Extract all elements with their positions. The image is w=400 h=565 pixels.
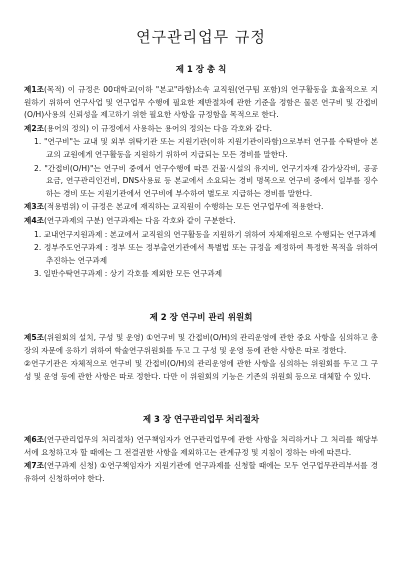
article-7 — [24, 460, 378, 485]
article-text: ②연구기관은 자체적으로 연구비 및 간접비(O/H)의 관리운영에 관한 사항을 심의하는 위원회를 두고 그 구성 및 운영 등에 관한 사항은 따로 정한다. 다만 이 위원회의 기능은 기존의 위원회 등으로 대체할 수 있다. — [24, 359, 378, 381]
article-text: (연구과제 신청) ①연구책임자가 지원기관에 연구과제를 신청할 때에는 모두 연구업무관리부서를 경유하여 신청하여야 한다. — [24, 461, 378, 484]
article-5 — [24, 332, 378, 357]
chapter-heading: 제 3 장 연구관리업무 처리절차 — [142, 415, 260, 426]
article-number: 제5조 — [24, 332, 44, 342]
article-5-paragraph-2 — [24, 358, 378, 383]
article-number: 제1조 — [24, 85, 44, 94]
article-4 — [24, 215, 378, 228]
article-text: (적용범위) 이 규정은 본교에 재직하는 교직원이 수행하는 모든 연구업무에 적용한다. — [43, 202, 324, 212]
list-item: 1. 교내연구지원과제 : 본교에서 교직원의 연구활동을 지원하기 위하여 자체재원으로 수행되는 연구과제 — [34, 229, 377, 239]
chapter-heading: 제 2 장 연구비 관리 위원회 — [149, 312, 253, 323]
article-3 — [24, 201, 378, 214]
article-number: 제6조 — [24, 435, 44, 445]
article-4-items — [24, 229, 378, 281]
article-number: 제4조 — [24, 215, 44, 225]
article-number: 제2조 — [24, 123, 44, 133]
article-6 — [24, 434, 378, 459]
chapter-heading: 제 1 장 총 칙 — [175, 65, 227, 75]
list-item: 2. "간접비(O/H)"는 연구비 중에서 연구수행에 따른 건물·시설의 유지비, 연구기자재 감가상각비, 공공요금, 연구관리인건비, DNS사용료 등 본교에서 소요되는 경비 명목으로 연구비 중에서 일부를 징수하는 경비 또는 지원기관에서 연구비에 부수하여 별도로 지급하는 경비를 말한다. — [34, 163, 378, 198]
article-2-items — [24, 136, 378, 200]
list-item: 3. 일반수탁연구과제 : 상기 각호를 제외한 모든 연구과제 — [34, 269, 223, 279]
article-number: 제7조 — [24, 461, 44, 471]
article-2 — [24, 123, 378, 136]
article-text: (위원회의 설치, 구성 및 운영) ①연구비 및 간접비(O/H)의 관리운영에 관한 중요 사항을 심의하고 총장의 자문에 응하기 위하여 학술연구위원회를 두고 그 구성 및 운영 등에 관한 사항은 따로 정한다. — [24, 332, 378, 355]
list-item: 1. "연구비"는 교내 및 외부 위탁기관 또는 지원기관(이하 지원기관이라함)으로부터 연구를 수탁받아 본교의 교원에게 연구활동을 지원하기 위하여 지급되는 모든 경비를 말한다. — [34, 137, 378, 159]
article-text: (목적) 이 규정은 00대학교(이하 "본교"라함)소속 교직원(연구팀 포함)의 연구활동을 효율적으로 지원하기 위하여 연구사업 및 연구업무 수행에 필요한 제반절차에 관한 기준을 정함은 물론 연구비 및 간접비(O/H)사용의 신뢰성을 제고하기 위한 필요한 사항을 규정함을 목적으로 한다. — [24, 85, 378, 120]
article-1 — [24, 84, 378, 122]
article-text: (연구과제의 구분) 연구과제는 다음 각호와 같이 구분한다. — [43, 215, 236, 225]
document-title: 연구관리업무 규정 — [136, 28, 266, 46]
article-text: (연구관리업무의 처리절차) 연구책임자가 연구관리업무에 관한 사항을 처리하거나 그 처리를 해당부서에 요청하고자 할 때에는 그 전결권한 사항을 제외하고는 관계규정 및 지침이 정하는 바에 따른다. — [24, 435, 378, 457]
article-text: (용어의 정의) 이 규정에서 사용하는 용어의 정의는 다음 각호와 같다. — [43, 123, 273, 133]
article-number: 제3조 — [24, 202, 44, 212]
list-item: 2. 정부주도연구과제 : 정부 또는 정부출연기관에서 특별법 또는 규정을 제정하여 특정한 목적을 위하여 추진하는 연구과제 — [34, 243, 378, 265]
